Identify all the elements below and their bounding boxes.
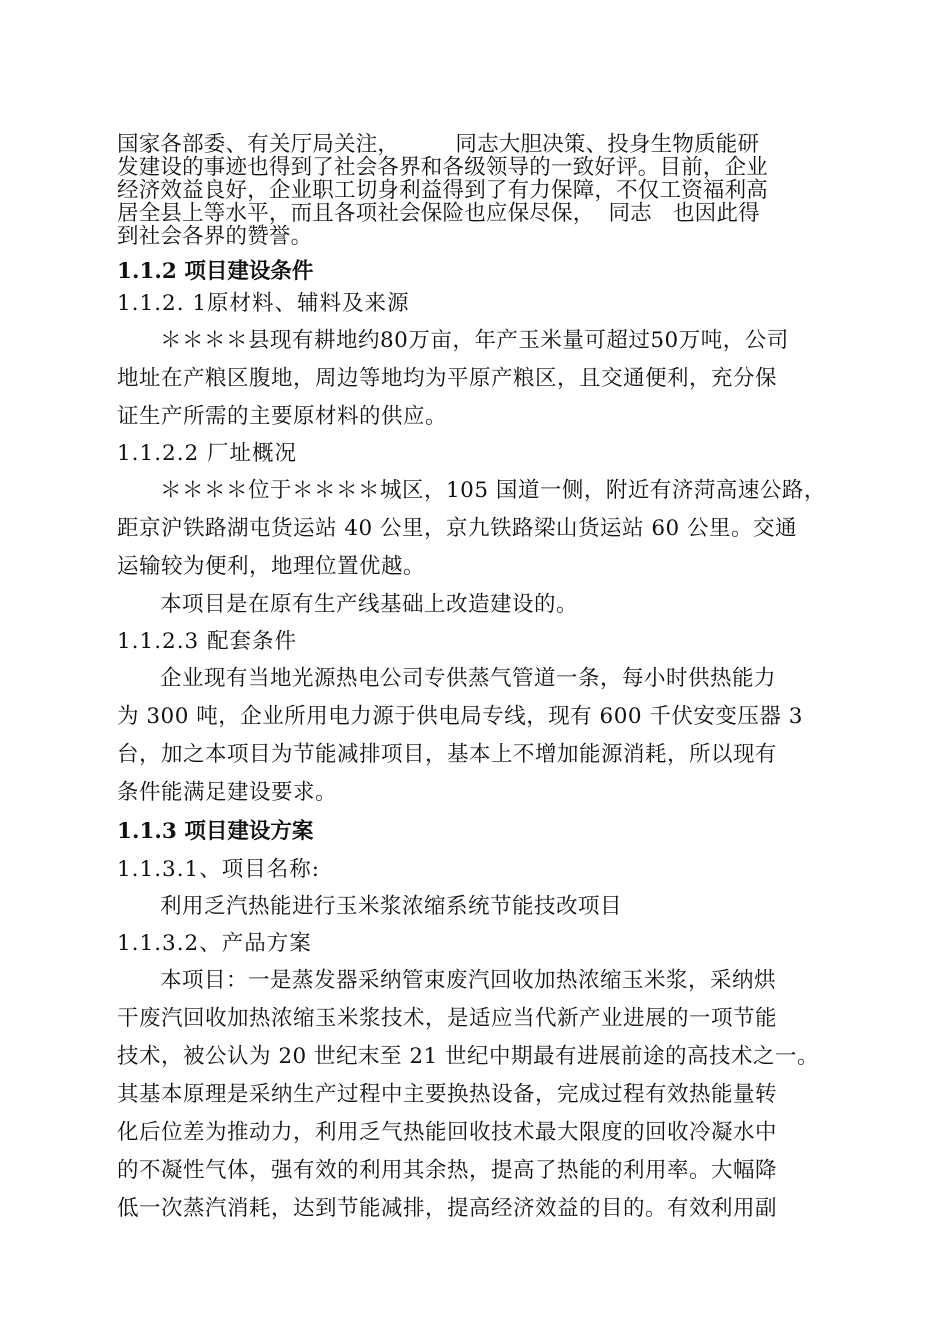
text-line: 居全县上等水平，而且各项社会保险也应保尽保， 同志 也因此得 <box>117 201 760 226</box>
text-line: 国家各部委、有关厅局关注， 同志大胆决策、投身生物质能研 <box>117 132 760 157</box>
text-line: 台，加之本项目为节能减排项目，基本上不增加能源消耗，所以现有 <box>117 742 778 767</box>
subsection-heading-product-plan: 1.1.3.2、产品方案 <box>117 931 312 956</box>
text-line: ＊＊＊＊县现有耕地约80万亩，年产玉米量可超过50万吨，公司 <box>160 328 789 353</box>
text-line: ＊＊＊＊位于＊＊＊＊城区，105 国道一侧，附近有济菏高速公路， <box>160 478 826 503</box>
section-heading-1-1-2: 1.1.2 项目建设条件 <box>117 259 314 284</box>
subsection-heading-raw-materials: 1.1.2. 1原材料、辅料及来源 <box>117 291 410 316</box>
text-line: 利用乏汽热能进行玉米浆浓缩系统节能技改项目 <box>160 894 623 919</box>
paragraph-project-name <box>117 888 847 926</box>
text-line: 其基本原理是采纳生产过程中主要换热设备，完成过程有效热能量转 <box>117 1082 778 1107</box>
subsection-heading-project-name: 1.1.3.1、项目名称: <box>117 857 320 882</box>
text-line: 技术，被公认为 20 世纪末至 21 世纪中期最有进展前途的高技术之一。 <box>117 1044 820 1069</box>
text-line: 地址在产粮区腹地，周边等地均为平原产粮区，且交通便利，充分保 <box>117 366 778 391</box>
text-line: 的不凝性气体，强有效的利用其余热，提高了热能的利用率。大幅降 <box>117 1158 778 1183</box>
paragraph-raw-materials <box>117 322 847 436</box>
subsection-heading-supporting-conditions: 1.1.2.3 配套条件 <box>117 629 298 654</box>
document-body <box>117 258 847 1228</box>
text-line: 低一次蒸汽消耗，达到节能减排，提高经济效益的目的。有效利用副 <box>117 1196 778 1221</box>
text-line: 证生产所需的主要原材料的供应。 <box>117 404 448 429</box>
text-line: 经济效益良好，企业职工切身利益得到了有力保障，不仅工资福利高 <box>117 178 769 203</box>
text-line: 运输较为便利，地理位置优越。 <box>117 554 426 579</box>
paragraph-supporting-conditions <box>117 660 847 812</box>
text-line: 化后位差为推动力，利用乏气热能回收技术最大限度的回收冷凝水中 <box>117 1120 778 1145</box>
text-line: 为 300 吨，企业所用电力源于供电局专线，现有 600 千伏安变压器 3 <box>117 704 803 729</box>
subsection-heading-site-overview: 1.1.2.2 厂址概况 <box>117 441 298 466</box>
text-line: 本项目是在原有生产线基础上改造建设的。 <box>160 592 579 617</box>
text-line: 发建设的事迹也得到了社会各界和各级领导的一致好评。目前，企业 <box>117 155 769 180</box>
text-line: 条件能满足建设要求。 <box>117 780 338 805</box>
text-line: 距京沪铁路湖屯货运站 40 公里，京九铁路梁山货运站 60 公里。交通 <box>117 516 798 541</box>
text-line: 企业现有当地光源热电公司专供蒸气管道一条，每小时供热能力 <box>160 666 777 691</box>
paragraph-product-plan <box>117 962 847 1228</box>
text-line: 本项目：一是蒸发器采纳管束废汽回收加热浓缩玉米浆，采纳烘 <box>160 968 777 993</box>
text-line: 到社会各界的赞誉。 <box>117 224 313 249</box>
text-line: 干废汽回收加热浓缩玉米浆技术，是适应当代新产业进展的一项节能 <box>117 1006 778 1031</box>
section-heading-1-1-3: 1.1.3 项目建设方案 <box>117 819 314 844</box>
intro-paragraph <box>117 133 837 248</box>
paragraph-site-overview <box>117 472 847 624</box>
